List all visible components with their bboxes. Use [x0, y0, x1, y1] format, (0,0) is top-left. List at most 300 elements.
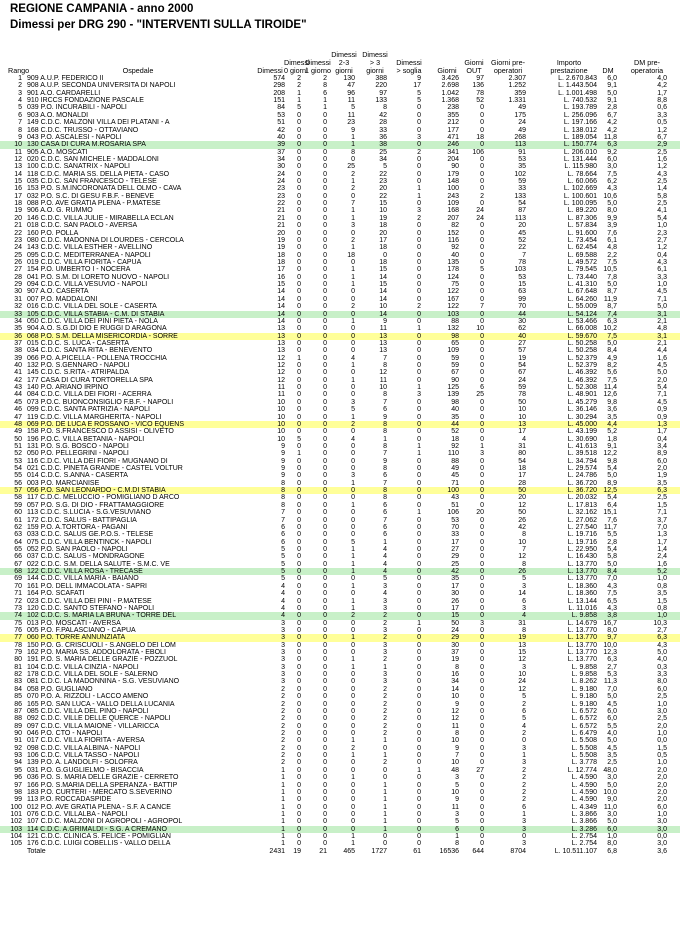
dimessi-cell: 151 — [273, 97, 285, 105]
dimessi-cell: 11 — [277, 384, 285, 392]
hospital-name-cell: 159 P.O. A.TORTORA - PAGANI — [27, 523, 128, 531]
giorni-preoperatori-cell: 15 — [518, 281, 526, 289]
hospital-name-cell: 088 P.O. AVE GRATIA PLENA - P.MATESE — [27, 200, 161, 208]
table-row — [0, 311, 680, 318]
dimessi-over-soglia-cell: 1 — [417, 450, 421, 458]
dimessi-2-3-giorni-cell: 5 — [351, 538, 355, 546]
importo-prestazione-cell: L. 91.600 — [567, 229, 597, 237]
table-row — [0, 141, 680, 148]
importo-prestazione-cell: L. 64.260 — [567, 295, 597, 303]
dimessi-over-3-giorni-cell: 38 — [379, 141, 387, 149]
dimessi-over-soglia-cell: 0 — [417, 693, 421, 701]
dimessi-0-giorni-cell: 0 — [297, 774, 301, 782]
table-row — [0, 458, 680, 465]
dimessi-0-giorni-cell: 0 — [297, 626, 301, 634]
dimessi-1-giorno-cell: 0 — [323, 178, 327, 186]
dimessi-over-3-giorni-cell: 1 — [383, 810, 387, 818]
importo-prestazione-cell: L. 13.770 — [567, 634, 597, 642]
dimessi-cell: 14 — [277, 288, 285, 296]
dimessi-over-3-giorni-cell: 2 — [383, 656, 387, 664]
giorni-out-cell: 0 — [480, 715, 484, 723]
giorni-cell: 90 — [451, 376, 459, 384]
table-row — [0, 340, 680, 347]
table-row — [0, 553, 680, 560]
giorni-preoperatori-cell: 13 — [518, 641, 526, 649]
hospital-name-cell: 080 C.D.C. MADONNA DI LOURDES - CERCOLA — [27, 236, 184, 244]
giorni-cell: 3 — [455, 774, 459, 782]
giorni-preoperatori-cell: 10 — [518, 406, 526, 414]
giorni-cell: 106 — [447, 509, 459, 517]
rank-cell: 39 — [14, 354, 22, 362]
rank-cell: 104 — [10, 833, 22, 841]
dm-preoperatoria-cell: 1,4 — [657, 185, 667, 193]
giorni-out-cell: 0 — [480, 222, 484, 230]
importo-prestazione-cell: L. 3.286 — [571, 825, 597, 833]
dm-preoperatoria-cell: 0,5 — [657, 119, 667, 127]
dimessi-1-giorno-cell: 0 — [323, 700, 327, 708]
dimessi-over-soglia-cell: 0 — [417, 803, 421, 811]
table-row — [0, 502, 680, 509]
dimessi-over-3-giorni-cell: 15 — [379, 281, 387, 289]
dm-preoperatoria-cell: 3,0 — [657, 825, 667, 833]
giorni-cell: 2.698 — [441, 82, 459, 90]
dimessi-2-3-giorni-cell: 1 — [351, 479, 355, 487]
table-row — [0, 818, 680, 825]
table-row — [0, 252, 680, 259]
dm-cell: 4,5 — [607, 700, 617, 708]
hospital-name-cell: 052 P.O. SAN PAOLO - NAPOLI — [27, 546, 128, 553]
giorni-cell: 110 — [447, 450, 459, 458]
dimessi-over-soglia-cell: 0 — [417, 707, 421, 715]
dimessi-2-3-giorni-cell: 1 — [351, 214, 355, 222]
giorni-cell: 88 — [451, 457, 459, 465]
dm-preoperatoria-cell: 0,9 — [657, 406, 667, 414]
dimessi-cell: 2 — [281, 737, 285, 745]
rank-cell: 59 — [14, 501, 22, 509]
dimessi-cell: 13 — [277, 325, 285, 333]
dimessi-2-3-giorni-cell: 0 — [351, 649, 355, 657]
hospital-name-cell: 130 CASA DI CURA M.ROSARIA SPA — [27, 141, 146, 149]
giorni-out-cell: 2 — [480, 192, 484, 200]
dimessi-0-giorni-cell: 0 — [297, 575, 301, 583]
dimessi-0-giorni-cell: 0 — [297, 222, 301, 230]
dm-preoperatoria-cell: 2,5 — [657, 178, 667, 186]
dimessi-1-giorno-cell: 0 — [323, 347, 327, 355]
dimessi-2-3-giorni-cell: 465 — [343, 847, 355, 855]
giorni-out-cell: 0 — [480, 641, 484, 649]
dimessi-cell: 21 — [277, 222, 285, 230]
dm-cell: 48,0 — [603, 766, 617, 774]
dimessi-0-giorni-cell: 0 — [297, 288, 301, 296]
giorni-out-cell: 0 — [480, 671, 484, 679]
dimessi-0-giorni-cell: 0 — [297, 391, 301, 399]
dimessi-1-giorno-cell: 0 — [323, 685, 327, 693]
table-row — [0, 575, 680, 582]
dimessi-cell: 5 — [281, 560, 285, 568]
giorni-preoperatori-cell: 1.331 — [508, 97, 526, 105]
table-row — [0, 546, 680, 553]
giorni-preoperatori-cell: 62 — [518, 325, 526, 333]
table-row — [0, 200, 680, 207]
hospital-name-cell: 031 P.O. G.GUGLIELMO - BISACCIA — [27, 766, 144, 774]
dimessi-0-giorni-cell: 0 — [297, 641, 301, 649]
dimessi-cell: 9 — [281, 442, 285, 450]
dimessi-0-giorni-cell: 0 — [297, 825, 301, 833]
table-row — [0, 369, 680, 376]
hospital-name-cell: 015 C.D.C. S. LUCA - CASERTA — [27, 339, 130, 347]
table-row — [0, 75, 680, 82]
dimessi-0-giorni-cell: 0 — [297, 663, 301, 671]
dm-preoperatoria-cell: 2,7 — [657, 236, 667, 244]
dimessi-2-3-giorni-cell: 1 — [351, 376, 355, 384]
hospital-name-cell: 100 C.D.C. SANATRIX - NAPOLI — [27, 163, 130, 171]
rank-cell: 91 — [14, 737, 22, 745]
giorni-cell: 122 — [447, 303, 459, 311]
rank-cell: 62 — [14, 523, 22, 531]
giorni-out-cell: 6 — [480, 384, 484, 392]
table-row — [0, 480, 680, 487]
dimessi-over-3-giorni-cell: 15 — [379, 200, 387, 208]
dimessi-over-3-giorni-cell: 14 — [379, 295, 387, 303]
dimessi-over-3-giorni-cell: 2 — [383, 715, 387, 723]
dimessi-1-giorno-cell: 0 — [323, 523, 327, 531]
dimessi-2-3-giorni-cell: 0 — [351, 810, 355, 818]
hospital-name-cell: Totale — [27, 847, 46, 855]
rank-cell: 66 — [14, 553, 22, 561]
dimessi-0-giorni-cell: 0 — [297, 303, 301, 311]
dimessi-1-giorno-cell: 0 — [323, 126, 327, 134]
dm-cell: 6,3 — [607, 317, 617, 325]
dm-cell: 2,2 — [607, 251, 617, 259]
dimessi-2-3-giorni-cell: 1 — [351, 656, 355, 664]
rank-cell: 102 — [10, 818, 22, 826]
dimessi-cell: 6 — [281, 531, 285, 539]
hospital-name-cell: 909 A.U.P. FEDERICO II — [27, 75, 104, 82]
giorni-cell: 43 — [451, 494, 459, 502]
dimessi-2-3-giorni-cell: 0 — [351, 575, 355, 583]
dimessi-1-giorno-cell: 0 — [323, 833, 327, 841]
giorni-out-cell: 0 — [480, 170, 484, 178]
hospital-name-cell: 172 C.D.C. SALUS - BATTIPAGLIA — [27, 516, 137, 524]
dimessi-cell: 2 — [281, 685, 285, 693]
hospital-name-cell: 165 P.O. SAN LUCA - VALLO DELLA LUCANIA — [27, 700, 175, 708]
rank-cell: 50 — [14, 435, 22, 443]
table-row — [0, 840, 680, 847]
dm-preoperatoria-cell: 2,0 — [657, 465, 667, 473]
dimessi-0-giorni-cell: 0 — [297, 362, 301, 370]
dimessi-1-giorno-cell: 0 — [323, 546, 327, 553]
importo-prestazione-cell: L. 89.220 — [567, 207, 597, 215]
giorni-preoperatori-cell: 7 — [522, 546, 526, 553]
importo-prestazione-cell: L. 29.574 — [567, 465, 597, 473]
dimessi-over-3-giorni-cell: 4 — [383, 553, 387, 561]
dm-preoperatoria-cell: 2,3 — [657, 229, 667, 237]
dm-preoperatoria-cell: 0,8 — [657, 582, 667, 590]
dimessi-over-3-giorni-cell: 2 — [383, 759, 387, 767]
giorni-preoperatori-cell: 15 — [518, 649, 526, 657]
table-row — [0, 296, 680, 303]
hospital-name-cell: 139 P.O. A. LANDOLFI - SOLOFRA — [27, 759, 138, 767]
dm-preoperatoria-cell: 5,0 — [657, 369, 667, 377]
giorni-out-cell: 0 — [480, 119, 484, 127]
dimessi-0-giorni-cell: 0 — [297, 752, 301, 760]
dimessi-0-giorni-cell: 0 — [297, 818, 301, 826]
importo-prestazione-cell: L. 18.360 — [567, 590, 597, 598]
giorni-cell: 5 — [455, 781, 459, 789]
dimessi-0-giorni-cell: 0 — [297, 229, 301, 237]
table-row — [0, 465, 680, 472]
dimessi-cell: 5 — [281, 546, 285, 553]
importo-prestazione-cell: L. 1.001.498 — [558, 89, 597, 97]
rank-cell: 58 — [14, 494, 22, 502]
header-d1 — [304, 59, 332, 75]
importo-prestazione-cell: L. 67.648 — [567, 288, 597, 296]
table-row — [0, 833, 680, 840]
dimessi-cell: 22 — [277, 200, 285, 208]
dimessi-over-soglia-cell: 61 — [413, 847, 421, 855]
table-row — [0, 303, 680, 310]
giorni-cell: 3.426 — [441, 75, 459, 82]
dimessi-1-giorno-cell: 0 — [323, 597, 327, 605]
giorni-out-cell: 0 — [480, 258, 484, 266]
dimessi-cell: 15 — [277, 281, 285, 289]
table-row — [0, 391, 680, 398]
dimessi-cell: 3 — [281, 663, 285, 671]
hospital-name-cell: 066 P.O. A.PICELLA - POLLENA TROCCHIA — [27, 354, 167, 362]
giorni-out-cell: 97 — [476, 75, 484, 82]
giorni-out-cell: 0 — [480, 354, 484, 362]
hospital-name-cell: 177 CASA DI CURA TORTORELLA SPA — [27, 376, 153, 384]
giorni-preoperatori-cell: 8 — [522, 560, 526, 568]
giorni-cell: 122 — [447, 288, 459, 296]
rank-cell: 44 — [14, 391, 22, 399]
table-row — [0, 443, 680, 450]
dimessi-2-3-giorni-cell: 0 — [351, 516, 355, 524]
dimessi-1-giorno-cell: 1 — [323, 97, 327, 105]
giorni-preoperatori-cell: 6 — [522, 597, 526, 605]
rank-cell: 56 — [14, 479, 22, 487]
dimessi-over-soglia-cell: 0 — [417, 501, 421, 509]
importo-prestazione-cell: L. 20.032 — [567, 494, 597, 502]
rank-cell: 5 — [18, 104, 22, 112]
dimessi-0-giorni-cell: 0 — [297, 568, 301, 576]
hospital-name-cell: 041 P.O. S.M. DI LORETO NUOVO - NAPOLI — [27, 273, 170, 281]
importo-prestazione-cell: L. 30.690 — [567, 435, 597, 443]
dimessi-cell: 4 — [281, 597, 285, 605]
dimessi-over-3-giorni-cell: 2 — [383, 685, 387, 693]
giorni-cell: 37 — [451, 649, 459, 657]
dimessi-over-soglia-cell: 1 — [417, 192, 421, 200]
rank-cell: 43 — [14, 384, 22, 392]
header-d23-line2: 2-3 — [338, 58, 350, 67]
giorni-out-cell: 5 — [480, 266, 484, 274]
dm-cell: 5,0 — [607, 693, 617, 701]
dm-preoperatoria-cell: 2,1 — [657, 317, 667, 325]
rank-cell: 55 — [14, 472, 22, 480]
giorni-out-cell: 0 — [480, 163, 484, 171]
importo-prestazione-cell: L. 59.670 — [567, 332, 597, 340]
dimessi-cell: 1 — [281, 774, 285, 782]
dimessi-1-giorno-cell: 0 — [323, 788, 327, 796]
hospital-name-cell: 097 C.D.C. VILLA MAIONE - VILLARICCA — [27, 722, 159, 730]
giorni-cell: 49 — [451, 465, 459, 473]
table-row — [0, 524, 680, 531]
importo-prestazione-cell: L. 19.716 — [567, 538, 597, 546]
dimessi-cell: 3 — [281, 649, 285, 657]
giorni-preoperatori-cell: 2 — [522, 729, 526, 737]
dimessi-0-giorni-cell: 0 — [297, 803, 301, 811]
dimessi-over-3-giorni-cell: 17 — [379, 236, 387, 244]
dimessi-over-3-giorni-cell: 14 — [379, 310, 387, 318]
dm-preoperatoria-cell: 4,5 — [657, 362, 667, 370]
table-row — [0, 230, 680, 237]
dimessi-cell: 2 — [281, 744, 285, 752]
dimessi-0-giorni-cell: 0 — [297, 369, 301, 377]
table-row — [0, 178, 680, 185]
dimessi-1-giorno-cell: 0 — [323, 707, 327, 715]
giorni-preoperatori-cell: 2.307 — [508, 75, 526, 82]
dimessi-cell: 23 — [277, 185, 285, 193]
hospital-name-cell: 140 P.O. ARIANO IRPINO — [27, 384, 109, 392]
dm-cell: 5,0 — [607, 472, 617, 480]
rank-cell: 54 — [14, 465, 22, 473]
dm-preoperatoria-cell: 4,3 — [657, 258, 667, 266]
rank-cell: 95 — [14, 766, 22, 774]
giorni-cell: 40 — [451, 251, 459, 259]
giorni-out-cell: 0 — [480, 840, 484, 848]
importo-prestazione-cell: L. 6.572 — [571, 707, 597, 715]
dimessi-0-giorni-cell: 1 — [297, 354, 301, 362]
importo-prestazione-cell: L. 66.008 — [567, 325, 597, 333]
rank-cell: 30 — [14, 288, 22, 296]
dimessi-over-3-giorni-cell: 220 — [375, 82, 387, 90]
dimessi-0-giorni-cell: 0 — [297, 266, 301, 274]
giorni-out-cell: 0 — [480, 185, 484, 193]
giorni-preoperatori-cell: 133 — [514, 192, 526, 200]
dimessi-1-giorno-cell: 0 — [323, 398, 327, 406]
importo-prestazione-cell: L. 3.866 — [571, 818, 597, 826]
dimessi-0-giorni-cell: 0 — [297, 700, 301, 708]
dimessi-over-3-giorni-cell: 2 — [383, 634, 387, 642]
dm-cell: 16,7 — [603, 619, 617, 627]
dimessi-2-3-giorni-cell: 0 — [351, 332, 355, 340]
giorni-cell: 10 — [451, 788, 459, 796]
dimessi-1-giorno-cell: 0 — [323, 185, 327, 193]
dimessi-over-3-giorni-cell: 9 — [383, 317, 387, 325]
giorni-preoperatori-cell: 53 — [518, 273, 526, 281]
giorni-cell: 67 — [451, 369, 459, 377]
dimessi-1-giorno-cell: 0 — [323, 200, 327, 208]
importo-prestazione-cell: L. 52.379 — [567, 354, 597, 362]
dimessi-over-3-giorni-cell: 1 — [383, 538, 387, 546]
dimessi-over-soglia-cell: 0 — [417, 362, 421, 370]
dm-preoperatoria-cell: 2,7 — [657, 626, 667, 634]
dm-preoperatoria-cell: 1,0 — [657, 612, 667, 620]
header-dmpre-line2: operatoria — [630, 66, 664, 75]
dimessi-2-3-giorni-cell: 2 — [351, 236, 355, 244]
hospital-name-cell: 020 C.D.C. SAN MICHELE - MADDALONI — [27, 155, 159, 163]
importo-prestazione-cell: L. 36.720 — [567, 487, 597, 495]
dm-preoperatoria-cell: 2,5 — [657, 715, 667, 723]
giorni-out-cell: 0 — [480, 317, 484, 325]
giorni-preoperatori-cell: 3 — [522, 744, 526, 752]
giorni-out-cell: 0 — [480, 406, 484, 414]
dimessi-2-3-giorni-cell: 1 — [351, 207, 355, 215]
dimessi-2-3-giorni-cell: 0 — [351, 619, 355, 627]
rank-cell: 12 — [14, 155, 22, 163]
dimessi-cell: 1 — [281, 833, 285, 841]
rank-cell: 96 — [14, 774, 22, 782]
dimessi-1-giorno-cell: 0 — [323, 141, 327, 149]
dm-cell: 7,5 — [607, 258, 617, 266]
dimessi-0-giorni-cell: 0 — [297, 788, 301, 796]
dimessi-0-giorni-cell: 0 — [297, 273, 301, 281]
dm-preoperatoria-cell: 1,0 — [657, 222, 667, 230]
table-row — [0, 509, 680, 516]
dimessi-over-soglia-cell: 0 — [417, 354, 421, 362]
dm-cell: 12,5 — [603, 487, 617, 495]
dimessi-0-giorni-cell: 0 — [297, 707, 301, 715]
giorni-out-cell: 0 — [480, 626, 484, 634]
dimessi-0-giorni-cell: 0 — [297, 332, 301, 340]
giorni-cell: 17 — [451, 604, 459, 612]
giorni-cell: 59 — [451, 354, 459, 362]
importo-prestazione-cell: L. 206.010 — [563, 148, 597, 156]
giorni-out-cell: 24 — [476, 214, 484, 222]
dm-preoperatoria-cell: 2,0 — [657, 376, 667, 384]
dm-cell: 4,9 — [607, 354, 617, 362]
dm-preoperatoria-cell: 7,1 — [657, 295, 667, 303]
giorni-cell: 1 — [455, 833, 459, 841]
giorni-cell: 238 — [447, 104, 459, 112]
rank-cell: 97 — [14, 781, 22, 789]
dm-preoperatoria-cell: 2,0 — [657, 774, 667, 782]
rank-cell: 94 — [14, 759, 22, 767]
dimessi-1-giorno-cell: 0 — [323, 442, 327, 450]
giorni-preoperatori-cell: 54 — [518, 362, 526, 370]
rank-cell: 82 — [14, 671, 22, 679]
giorni-cell: 9 — [455, 744, 459, 752]
rank-cell: 29 — [14, 281, 22, 289]
giorni-cell: 207 — [447, 214, 459, 222]
dimessi-2-3-giorni-cell: 0 — [351, 759, 355, 767]
dm-cell: 3,0 — [607, 810, 617, 818]
dm-cell: 3,5 — [607, 413, 617, 421]
table-row — [0, 119, 680, 126]
giorni-out-cell: 1 — [480, 442, 484, 450]
dimessi-over-3-giorni-cell: 8 — [383, 420, 387, 428]
dimessi-0-giorni-cell: 0 — [297, 465, 301, 473]
dimessi-over-soglia-cell: 0 — [417, 788, 421, 796]
table-row — [0, 222, 680, 229]
dm-preoperatoria-cell: 1,2 — [657, 126, 667, 134]
dimessi-over-soglia-cell: 0 — [417, 435, 421, 443]
dimessi-0-giorni-cell: 0 — [297, 428, 301, 436]
rank-cell: 72 — [14, 597, 22, 605]
giorni-cell: 90 — [451, 163, 459, 171]
dm-preoperatoria-cell: 3,7 — [657, 516, 667, 524]
dm-preoperatoria-cell: 2,4 — [657, 553, 667, 561]
dimessi-cell: 10 — [277, 413, 285, 421]
giorni-out-cell: 0 — [480, 479, 484, 487]
hospital-name-cell: 176 C.D.C. LUIGI COBELLIS - VALLO DELLA — [27, 840, 171, 848]
dimessi-2-3-giorni-cell: 0 — [351, 796, 355, 804]
dimessi-1-giorno-cell: 0 — [323, 369, 327, 377]
dm-cell: 6,2 — [607, 178, 617, 186]
importo-prestazione-cell: L. 41.310 — [567, 281, 597, 289]
importo-prestazione-cell: L. 13.770 — [567, 568, 597, 576]
dm-preoperatoria-cell: 1,7 — [657, 538, 667, 546]
